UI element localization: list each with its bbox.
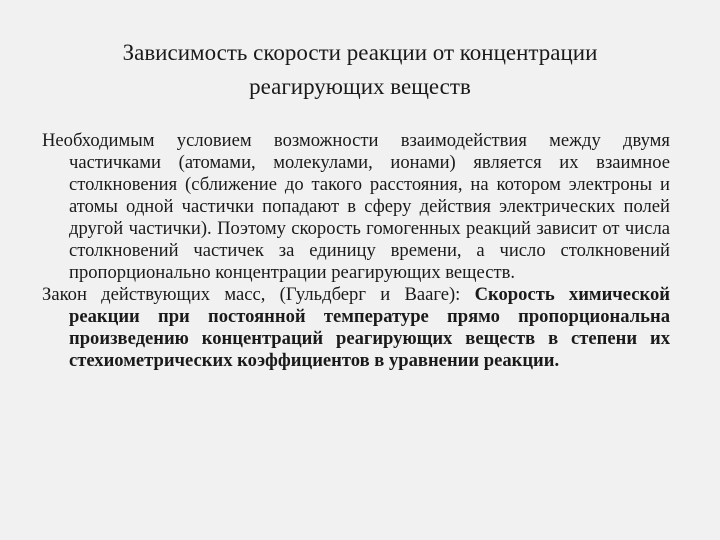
law-intro-text: Закон действующих масс, (Гульдберг и Вааге):	[42, 284, 475, 305]
slide-title	[40, 36, 680, 104]
slide-body	[42, 130, 670, 372]
paragraph-collision-condition: Необходимым условием возможности взаимодействия между двумя частичками (атомами, молекулами, ионами) является их взаимное столкновения (сближение до такого расстояния, на котором электроны и атомы одной частички попадают в сферу действия электрических полей другой частички). Поэтому скорость гомогенных реакций зависит от числа столкновений частичек за единицу времени, а число столкновений пропорционально концентрации реагирующих веществ.	[42, 130, 670, 283]
title-line-2: реагирующих веществ	[249, 74, 471, 99]
paragraph-mass-action-law	[42, 284, 670, 372]
title-line-1: Зависимость скорости реакции от концентрации	[122, 40, 598, 65]
law-statement-text: Скорость химической реакции при постоянной температуре прямо пропорциональна произведению концентраций реагирующих веществ в степени их стехиометрических коэффициентов в уравнении реакции.	[69, 284, 670, 371]
